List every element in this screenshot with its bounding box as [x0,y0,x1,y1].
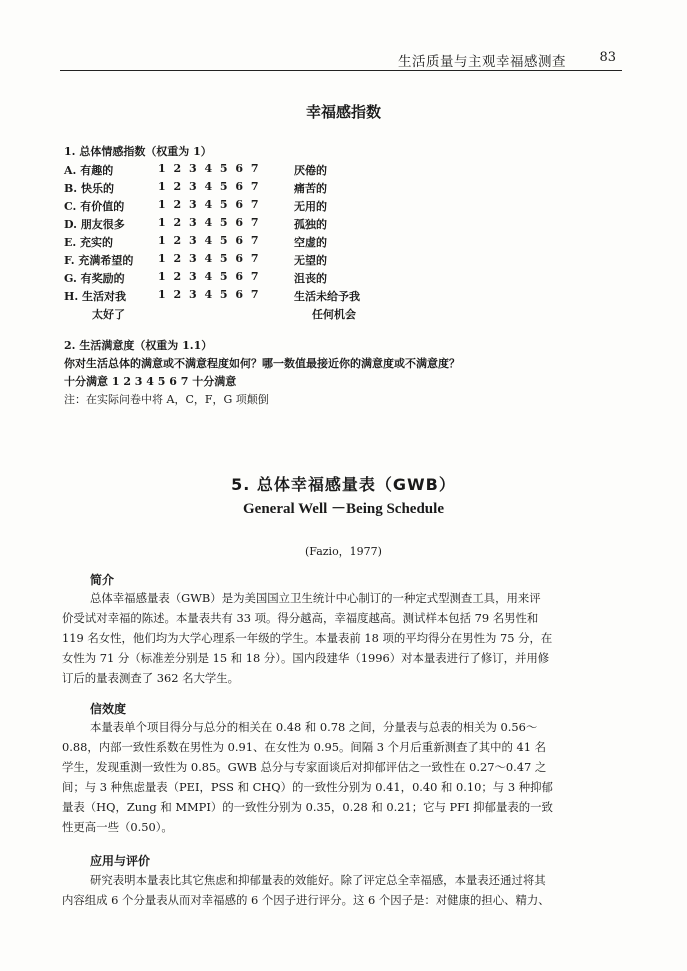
index-note: 注：在实际问卷中将 A，C，F，G 项颠倒 [64,393,269,406]
scale-right-label: 厌倦的 [294,164,327,177]
scale-left-continuation: 太好了 [92,308,125,321]
scale-left-label: G. 有奖励的 [64,272,125,285]
scale-left-label: C. 有价值的 [64,200,125,213]
scale-numbers: 1 2 3 4 5 6 7 [158,288,259,301]
scale-row [64,234,384,252]
scale-numbers: 1 2 3 4 5 6 7 [158,234,259,247]
scale-numbers: 1 2 3 4 5 6 7 [158,216,259,229]
scale-left-label: E. 充实的 [64,236,114,249]
scale-right-label: 生活未给予我 [294,290,360,303]
scale-row [64,180,384,198]
scale-left-label: D. 朋友很多 [64,218,125,231]
intro-heading: 简介 [90,573,115,587]
q2-label: 2. 生活满意度（权重为 1.1） [64,339,213,352]
intro-line: 价受试对幸福的陈述。本量表共有 33 项。得分越高，幸福度越高。测试样本包括 79 名男性和 [62,611,539,625]
scale-row [64,162,384,180]
scale-row [64,270,384,288]
intro-line: 订后的量表测查了 362 名大学生。 [62,671,240,685]
scale-right-label: 无用的 [294,200,327,213]
application-line: 研究表明本量表比其它焦虑和抑郁量表的效能好。除了评定总全幸福感，本量表还通过将其 [90,873,546,887]
validity-line: 量表（HQ，Zung 和 MMPI）的一致性分别为 0.35，0.28 和 0.21；它与 PFI 抑郁量表的一致 [62,800,553,814]
gwb-citation: (Fazio，1977) [305,545,382,558]
scale-left-label: B. 快乐的 [64,182,114,195]
intro-line: 总体幸福感量表（GWB）是为美国国立卫生统计中心制订的一种定式型测查工具，用来评 [90,591,541,605]
scale-right-label: 无望的 [294,254,327,267]
application-heading: 应用与评价 [90,854,151,868]
gwb-title: 5. 总体幸福感量表（GWB） [231,475,456,494]
scale-right-label: 空虚的 [294,236,327,249]
scale-right-label: 痛苦的 [294,182,327,195]
scale-right-label: 沮丧的 [294,272,327,285]
validity-line: 间；与 3 种焦虑量表（PEI，PSS 和 CHQ）的一致性分别为 0.41，0.40 和 0.10；与 3 种抑郁 [62,780,553,794]
scale-right-label: 孤独的 [294,218,327,231]
scale-numbers: 1 2 3 4 5 6 7 [158,198,259,211]
validity-line: 学生，发现重测一致性为 0.85。GWB 总分与专家面谈后对抑郁评估之一致性在 0.27～0.47 之 [62,760,547,774]
section-title: 幸福感指数 [305,103,381,121]
q2-scale: 十分满意 1 2 3 4 5 6 7 十分满意 [64,375,237,388]
running-header-title: 生活质量与主观幸福感测查 [398,54,566,70]
scale-left-label: F. 充满希望的 [64,254,134,267]
scale-numbers: 1 2 3 4 5 6 7 [158,162,259,175]
q1-label: 1. 总体情感指数（权重为 1） [64,145,212,158]
validity-heading: 信效度 [90,702,127,716]
scale-right-continuation: 任何机会 [312,308,356,321]
q2-question: 你对生活总体的满意或不满意程度如何？哪一数值最接近你的满意度或不满意度？ [64,357,460,370]
scale-numbers: 1 2 3 4 5 6 7 [158,180,259,193]
scale-row [64,288,384,306]
scale-row [64,252,384,270]
intro-line: 119 名女性，他们均为大学心理系一年级的学生。本量表前 18 项的平均得分在男性为 75 分，在 [62,631,553,645]
scale-numbers: 1 2 3 4 5 6 7 [158,252,259,265]
intro-line: 女性为 71 分（标准差分别是 15 和 18 分）。国内段建华（1996）对本量表进行了修订，并用修 [62,651,550,665]
running-header [60,48,622,71]
scale-left-label: H. 生活对我 [64,290,127,303]
gwb-subtitle: General Well －Being Schedule [243,501,444,517]
application-line: 内容组成 6 个分量表从而对幸福感的 6 个因子进行评分。这 6 个因子是：对健康的担心、精力、 [62,893,550,907]
validity-line: 性更高一些（0.50）。 [62,820,173,834]
scale-row [64,216,384,234]
validity-line: 本量表单个项目得分与总分的相关在 0.48 和 0.78 之间，分量表与总表的相关为 0.56～ [90,720,538,734]
page-number: 83 [599,50,616,65]
scale-numbers: 1 2 3 4 5 6 7 [158,270,259,283]
scale-left-label: A. 有趣的 [64,164,114,177]
scale-row [64,198,384,216]
validity-line: 0.88，内部一致性系数在男性为 0.91、在女性为 0.95。间隔 3 个月后重新测查了其中的 41 名 [62,740,547,754]
